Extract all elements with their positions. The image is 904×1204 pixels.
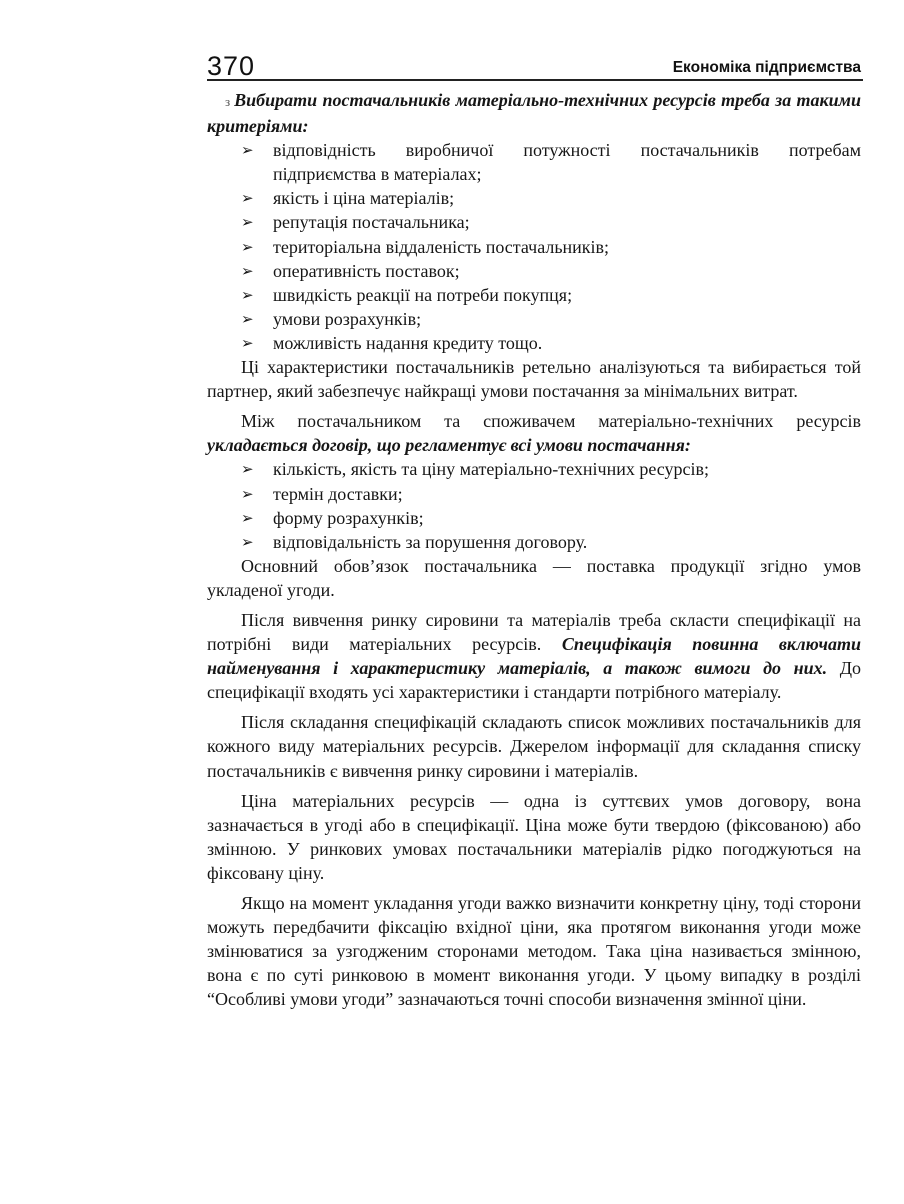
list-item xyxy=(207,259,861,283)
list-item xyxy=(207,186,861,210)
paragraph-supplier-list: Після складання специфікацій складають список можливих постачальників для кожного виду матеріальних ресурсів. Джерелом інформації для складання списку постачальників є вивчення ринку сировини і матеріалів. xyxy=(207,712,861,781)
paragraph-variable-price: Якщо на момент укладання угоди важко визначити конкретну ціну, тоді сторони можуть передбачити фіксацію вхідної ціни, яка протягом виконання угоди може змінюватися за узгодженим сторонами методом. Така ціна називається змінною, вона є по суті ринковою в момент виконання угоди. У цьому випадку в розділі “Особливі умови угоди” зазначаються точні способи визначення змінної ціни. xyxy=(207,893,861,1010)
list-item xyxy=(207,210,861,234)
arrowhead-bullet-icon: ➢ xyxy=(241,484,254,503)
paragraph-emphasis: Специфікація повинна включати найменування і характеристику матеріалів, а також вимоги до них. xyxy=(207,634,861,679)
arrowhead-bullet-icon: ➢ xyxy=(241,333,254,352)
list-item xyxy=(207,457,861,481)
arrowhead-bullet-icon: ➢ xyxy=(241,189,254,208)
list-item-text: відповідальність за порушення договору. xyxy=(273,531,588,552)
intro-emphasis: Вибирати постачальників матеріально-технічних ресурсів треба за такими критеріями: xyxy=(207,90,861,137)
arrowhead-bullet-icon: ➢ xyxy=(241,285,254,304)
list-item-text: відповідність виробничої потужності постачальників потребам підприємства в матеріалах; xyxy=(273,140,861,185)
list-item-text: оперативність поставок; xyxy=(273,260,460,281)
arrowhead-bullet-icon: ➢ xyxy=(241,237,254,256)
list-item xyxy=(207,307,861,331)
arrowhead-bullet-icon: ➢ xyxy=(241,508,254,527)
paragraph-text: Після вивчення ринку сировини та матеріалів треба скласти специфікації на потрібні види матеріальних ресурсів. xyxy=(207,609,861,655)
list-item xyxy=(207,530,861,554)
criteria-list xyxy=(207,138,861,355)
paragraph-text: До специфікації входять усі характеристики і стандарти потрібного матеріалу. xyxy=(207,658,862,703)
page-number: 370 xyxy=(207,51,256,81)
intro-paragraph xyxy=(207,88,861,138)
page-content xyxy=(207,88,861,1011)
list-item xyxy=(207,283,861,307)
list-item xyxy=(207,138,861,186)
paragraph-supplier-duty: Основний обов’язок постачальника — поставка продукції згідно умов укладеної угоди. xyxy=(207,555,861,600)
paragraph-contract xyxy=(207,409,861,457)
paragraph-specification xyxy=(207,608,861,704)
contract-terms-list xyxy=(207,457,861,553)
paragraph-emphasis: укладається договір, що регламентує всі умови постачання: xyxy=(207,435,691,456)
list-item-text: кількість, якість та ціну матеріально-технічних ресурсів; xyxy=(273,459,710,480)
list-item-text: умови розрахунків; xyxy=(273,308,422,329)
list-item-text: репутація постачальника; xyxy=(273,212,470,233)
arrowhead-bullet-icon: ➢ xyxy=(241,532,254,551)
list-item-text: можливість надання кредиту тощо. xyxy=(273,332,543,353)
running-title: Економіка підприємства xyxy=(672,59,861,76)
paragraph-price: Ціна матеріальних ресурсів — одна із суттєвих умов договору, вона зазначається в угоді або в специфікації. Ціна може бути твердою (фіксованою) або змінною. У ринкових умовах постачальники матеріалів рідко погоджуються на фіксовану ціну. xyxy=(207,790,861,883)
list-item xyxy=(207,331,861,355)
list-item-text: швидкість реакції на потреби покупця; xyxy=(273,284,573,305)
list-item-text: термін доставки; xyxy=(273,483,403,504)
paragraph-partner-selection: Ці характеристики постачальників ретельно аналізуються та вибирається той партнер, який забезпечує найкращі умови постачання за мінімальних витрат. xyxy=(207,357,861,402)
list-item-text: форму розрахунків; xyxy=(273,507,424,528)
paragraph-text: Між постачальником та споживачем матеріально-технічних ресурсів xyxy=(241,411,861,432)
running-header xyxy=(207,52,861,80)
arrowhead-bullet-icon: ➢ xyxy=(241,261,254,280)
arrowhead-bullet-icon: ➢ xyxy=(241,460,254,479)
header-rule xyxy=(207,79,863,81)
arrowhead-bullet-icon: ➢ xyxy=(241,213,254,232)
margin-mark: з xyxy=(225,94,231,109)
list-item-text: якість і ціна матеріалів; xyxy=(273,188,455,209)
list-item xyxy=(207,235,861,259)
arrowhead-bullet-icon: ➢ xyxy=(241,141,254,160)
list-item xyxy=(207,482,861,506)
list-item-text: територіальна віддаленість постачальників; xyxy=(273,236,610,257)
arrowhead-bullet-icon: ➢ xyxy=(241,309,254,328)
list-item xyxy=(207,506,861,530)
